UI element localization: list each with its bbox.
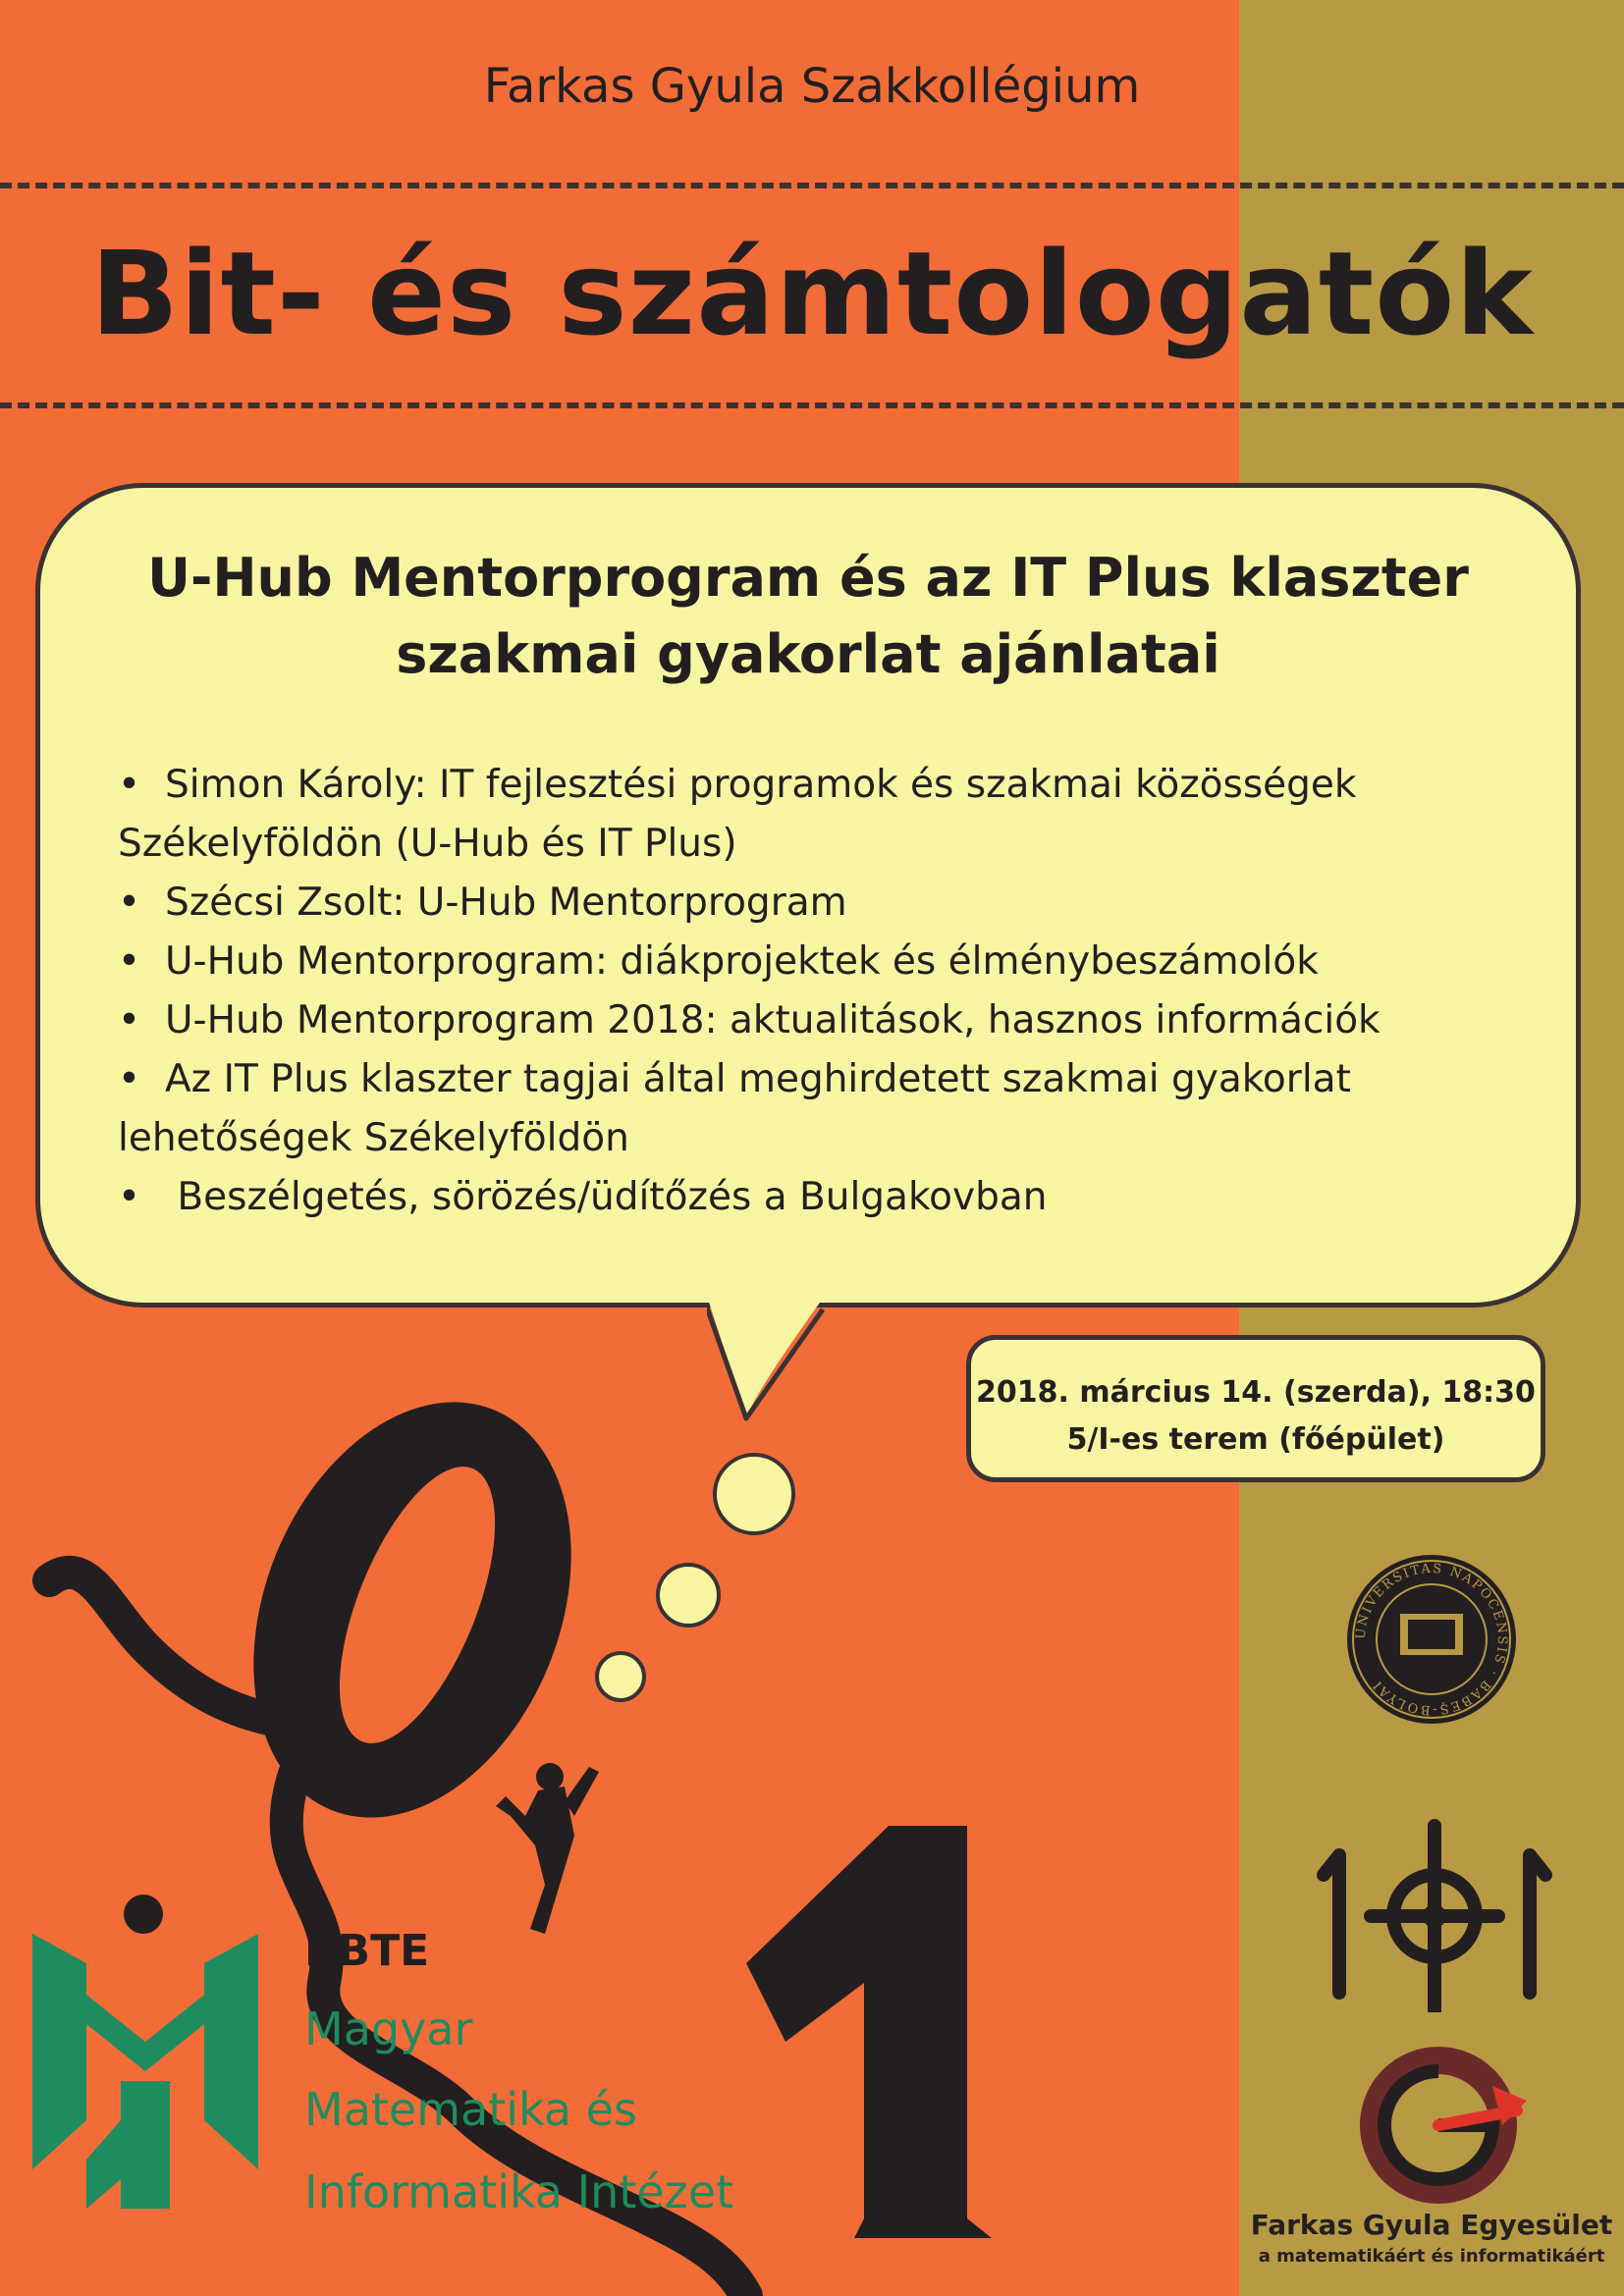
- institute-name-line2: Matematika és: [304, 2083, 637, 2136]
- bullet: •: [118, 1175, 141, 1219]
- list-item: • Az IT Plus klaszter tagjai által meghirdetett szakmai gyakorlat lehetőségek Székelyföldön: [118, 1050, 1512, 1168]
- bubble-heading: [35, 540, 1581, 693]
- bullet: •: [118, 939, 141, 984]
- bullet: •: [118, 998, 141, 1042]
- program-list: [118, 756, 1512, 1227]
- list-item: • U-Hub Mentorprogram 2018: aktualitások, hasznos információk: [118, 991, 1512, 1050]
- event-datetime: 2018. március 14. (szerda), 18:30: [976, 1375, 1536, 1410]
- one-digit-illustration: [746, 1826, 992, 2238]
- dashed-divider-top: [0, 183, 1624, 188]
- institute-name-line3: Informatika Intézet: [304, 2165, 734, 2218]
- bullet: •: [118, 763, 141, 807]
- dashed-divider-bottom: [0, 402, 1624, 408]
- bubble-heading-line1: U-Hub Mentorprogram és az IT Plus klaszter: [147, 547, 1469, 609]
- fge-logo-icon: [1345, 2032, 1532, 2209]
- institute-name-line1: Magyar: [304, 2002, 473, 2056]
- association-subtitle: a matematikáért és informatikáért: [1258, 2246, 1605, 2267]
- institute-abbrev: BBTE: [304, 1926, 430, 1976]
- association-name: Farkas Gyula Egyesület: [1250, 2209, 1613, 2241]
- list-item: • Szécsi Zsolt: U-Hub Mentorprogram: [118, 874, 1512, 933]
- organization-title: Farkas Gyula Szakkollégium: [483, 59, 1141, 114]
- list-item: • Beszélgetés, sörözés/üdítőzés a Bulgakovban: [118, 1168, 1512, 1227]
- climber-figure-icon: [496, 1763, 599, 1934]
- bullet: •: [118, 881, 141, 925]
- svg-text:UNIVERSITAS NAPOCENSIS · BABEŞ: UNIVERSITAS NAPOCENSIS · BABEŞ-BOLYAI: [1353, 1561, 1510, 1718]
- bullet: •: [118, 1057, 141, 1101]
- logo-101-icon: [1302, 1806, 1567, 2012]
- university-seal-icon: [1343, 1551, 1520, 1728]
- list-item: • Simon Károly: IT fejlesztési programok és szakmai közösségek Székelyföldön (U-Hub és IT Plus): [118, 756, 1512, 874]
- list-item: • U-Hub Mentorprogram: diákprojektek és élménybeszámolók: [118, 933, 1512, 991]
- bubble-heading-line2: szakmai gyakorlat ajánlatai: [396, 623, 1220, 685]
- poster-title: Bit- és számtologatók: [90, 226, 1534, 361]
- mmii-logo-icon: [27, 1885, 263, 2228]
- event-location: 5/I-es terem (főépület): [1066, 1422, 1445, 1457]
